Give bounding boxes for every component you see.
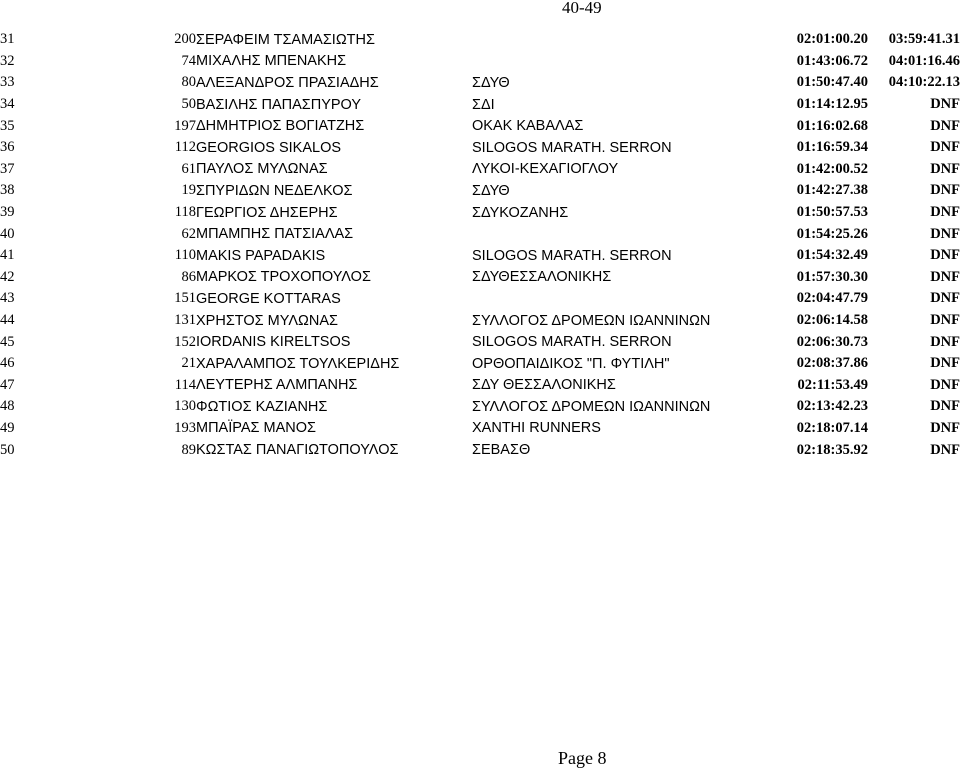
table-row <box>0 29 960 51</box>
category-heading: 40-49 <box>562 0 602 17</box>
table-row <box>0 418 960 440</box>
club-cell: ΛΥΚΟΙ-ΚΕΧΑΓΙΟΓΛΟΥ <box>472 161 619 178</box>
final-time-cell: DNF <box>930 268 960 285</box>
athlete-name-cell: ΒΑΣΙΛΗΣ ΠΑΠΑΣΠΥΡΟΥ <box>196 96 362 113</box>
club-cell: ΣΔΥΚΟΖΑΝΗΣ <box>472 204 569 221</box>
club-cell: ΣΔΙ <box>472 96 495 113</box>
rank-cell: 33 <box>0 74 15 91</box>
athlete-name-cell: ΦΩΤΙΟΣ ΚΑΖΙΑΝΗΣ <box>196 398 328 415</box>
bib-cell: 112 <box>174 139 196 156</box>
bib-cell: 110 <box>174 247 196 264</box>
rank-cell: 44 <box>0 312 15 329</box>
split-time-cell: 02:13:42.23 <box>796 398 868 415</box>
rank-cell: 38 <box>0 182 15 199</box>
rank-cell: 49 <box>0 419 15 436</box>
athlete-name-cell: GEORGE KOTTARAS <box>196 290 341 307</box>
final-time-cell: DNF <box>930 160 960 177</box>
split-time-cell: 02:11:53.49 <box>797 376 868 393</box>
athlete-name-cell: ΠΑΥΛΟΣ ΜΥΛΩΝΑΣ <box>196 161 328 178</box>
final-time-cell: DNF <box>930 376 960 393</box>
club-cell: ΟΡΘΟΠΑΙΔΙΚΟΣ "Π. ΦΥΤΙΛΗ" <box>472 355 670 372</box>
club-cell: SILOGOS MARATH. SERRON <box>472 247 672 264</box>
table-row <box>0 115 960 137</box>
bib-cell: 62 <box>181 225 196 242</box>
club-cell <box>472 29 768 51</box>
rank-cell: 37 <box>0 160 15 177</box>
split-time-cell: 01:14:12.95 <box>796 96 868 113</box>
athlete-name-cell: MAKIS PAPADAKIS <box>196 247 326 264</box>
club-cell: ΣΔΥΘΕΣΣΑΛΟΝΙΚΗΣ <box>472 269 612 286</box>
split-time-cell: 01:50:47.40 <box>796 74 868 91</box>
athlete-name-cell: ΔΗΜΗΤΡΙΟΣ ΒΟΓΙΑΤΖΗΣ <box>196 118 365 135</box>
split-time-cell: 01:54:32.49 <box>796 247 868 264</box>
club-cell: ΣΥΛΛΟΓΟΣ ΔΡΟΜΕΩΝ ΙΩΑΝΝΙΝΩΝ <box>472 398 711 415</box>
club-cell: XANTHI RUNNERS <box>472 420 601 437</box>
table-row <box>0 353 960 375</box>
final-time-cell: DNF <box>930 247 960 264</box>
athlete-name-cell: ΧΑΡΑΛΑΜΠΟΣ ΤΟΥΛΚΕΡΙΔΗΣ <box>196 355 400 372</box>
split-time-cell: 02:06:14.58 <box>796 312 868 329</box>
club-cell: ΣΕΒΑΣΘ <box>472 442 531 459</box>
club-cell: ΟΚΑΚ ΚΑΒΑΛΑΣ <box>472 118 584 135</box>
rank-cell: 34 <box>0 96 15 113</box>
table-row <box>0 439 960 461</box>
bib-cell: 152 <box>174 333 196 350</box>
final-time-cell: DNF <box>930 333 960 350</box>
rank-cell: 48 <box>0 398 15 415</box>
rank-cell: 35 <box>0 117 15 134</box>
split-time-cell: 01:16:59.34 <box>796 139 868 156</box>
page-number: Page 8 <box>558 748 607 768</box>
split-time-cell: 02:06:30.73 <box>796 333 868 350</box>
final-time-cell: 03:59:41.31 <box>888 31 960 48</box>
split-time-cell: 01:43:06.72 <box>796 52 868 69</box>
athlete-name-cell: ΣΕΡΑΦΕΙΜ ΤΣΑΜΑΣΙΩΤΗΣ <box>196 31 375 48</box>
final-time-cell: DNF <box>930 182 960 199</box>
athlete-name-cell: ΓΕΩΡΓΙΟΣ ΔΗΣΕΡΗΣ <box>196 204 338 221</box>
athlete-name-cell: ΑΛΕΞΑΝΔΡΟΣ ΠΡΑΣΙΑΔΗΣ <box>196 74 379 91</box>
rank-cell: 31 <box>0 31 15 48</box>
bib-cell: 114 <box>174 376 196 393</box>
results-table-body <box>0 29 960 461</box>
split-time-cell: 01:42:27.38 <box>796 182 868 199</box>
final-time-cell: DNF <box>930 441 960 458</box>
athlete-name-cell: ΜΑΡΚΟΣ ΤΡΟΧΟΠΟΥΛΟΣ <box>196 269 371 286</box>
table-row <box>0 72 960 94</box>
bib-cell: 74 <box>181 52 196 69</box>
bib-cell: 151 <box>174 290 196 307</box>
final-time-cell: DNF <box>930 355 960 372</box>
split-time-cell: 01:57:30.30 <box>796 268 868 285</box>
athlete-name-cell: ΛΕΥΤΕΡΗΣ ΑΛΜΠΑΝΗΣ <box>196 377 358 394</box>
rank-cell: 50 <box>0 441 15 458</box>
split-time-cell: 01:50:57.53 <box>796 204 868 221</box>
final-time-cell: DNF <box>930 204 960 221</box>
bib-cell: 118 <box>174 204 196 221</box>
split-time-cell: 02:18:35.92 <box>796 441 868 458</box>
table-row <box>0 288 960 310</box>
final-time-cell: DNF <box>930 117 960 134</box>
rank-cell: 36 <box>0 139 15 156</box>
table-row <box>0 310 960 332</box>
bib-cell: 89 <box>181 441 196 458</box>
final-time-cell: DNF <box>930 139 960 156</box>
table-row <box>0 331 960 353</box>
bib-cell: 200 <box>174 31 196 48</box>
club-cell: ΣΔΥ ΘΕΣΣΑΛΟΝΙΚΗΣ <box>472 377 616 394</box>
rank-cell: 41 <box>0 247 15 264</box>
final-time-cell: DNF <box>930 96 960 113</box>
table-row <box>0 51 960 73</box>
bib-cell: 61 <box>181 160 196 177</box>
final-time-cell: DNF <box>930 225 960 242</box>
final-time-cell: 04:01:16.46 <box>888 52 960 69</box>
bib-cell: 19 <box>181 182 196 199</box>
bib-cell: 131 <box>174 312 196 329</box>
bib-cell: 86 <box>181 268 196 285</box>
split-time-cell: 02:08:37.86 <box>796 355 868 372</box>
split-time-cell: 01:16:02.68 <box>796 117 868 134</box>
table-row <box>0 159 960 181</box>
bib-cell: 193 <box>174 419 196 436</box>
table-row <box>0 267 960 289</box>
rank-cell: 40 <box>0 225 15 242</box>
final-time-cell: DNF <box>930 419 960 436</box>
club-cell: SILOGOS MARATH. SERRON <box>472 139 672 156</box>
club-cell: ΣΥΛΛΟΓΟΣ ΔΡΟΜΕΩΝ ΙΩΑΝΝΙΝΩΝ <box>472 312 711 329</box>
athlete-name-cell: GEORGIOS SIKALOS <box>196 139 342 156</box>
rank-cell: 47 <box>0 376 15 393</box>
club-cell: ΣΔΥΘ <box>472 74 510 91</box>
table-row <box>0 375 960 397</box>
athlete-name-cell: ΚΩΣΤΑΣ ΠΑΝΑΓΙΩΤΟΠΟΥΛΟΣ <box>196 442 399 459</box>
athlete-name-cell: ΧΡΗΣΤΟΣ ΜΥΛΩΝΑΣ <box>196 312 338 329</box>
rank-cell: 39 <box>0 204 15 221</box>
table-row <box>0 137 960 159</box>
athlete-name-cell: ΜΙΧΑΛΗΣ ΜΠΕΝΑΚΗΣ <box>196 53 347 70</box>
final-time-cell: DNF <box>930 290 960 307</box>
club-cell <box>472 51 768 73</box>
club-cell: ΣΔΥΘ <box>472 182 510 199</box>
split-time-cell: 01:42:00.52 <box>796 160 868 177</box>
bib-cell: 197 <box>174 117 196 134</box>
rank-cell: 45 <box>0 333 15 350</box>
athlete-name-cell: IORDANIS KIRELTSOS <box>196 334 351 351</box>
table-row <box>0 223 960 245</box>
rank-cell: 42 <box>0 268 15 285</box>
rank-cell: 32 <box>0 52 15 69</box>
athlete-name-cell: ΣΠΥΡΙΔΩΝ ΝΕΔΕΛΚΟΣ <box>196 182 353 199</box>
final-time-cell: DNF <box>930 398 960 415</box>
table-row <box>0 94 960 116</box>
athlete-name-cell: ΜΠΑΜΠΗΣ ΠΑΤΣΙΑΛΑΣ <box>196 226 354 243</box>
table-row <box>0 202 960 224</box>
split-time-cell: 01:54:25.26 <box>796 225 868 242</box>
final-time-cell: 04:10:22.13 <box>888 74 960 91</box>
bib-cell: 50 <box>181 96 196 113</box>
bib-cell: 21 <box>181 355 196 372</box>
rank-cell: 43 <box>0 290 15 307</box>
final-time-cell: DNF <box>930 312 960 329</box>
bib-cell: 130 <box>174 398 196 415</box>
results-table <box>0 29 960 461</box>
table-row <box>0 396 960 418</box>
club-cell: SILOGOS MARATH. SERRON <box>472 334 672 351</box>
club-cell <box>472 288 768 310</box>
split-time-cell: 02:01:00.20 <box>796 31 868 48</box>
table-row <box>0 245 960 267</box>
split-time-cell: 02:18:07.14 <box>796 419 868 436</box>
table-row <box>0 180 960 202</box>
rank-cell: 46 <box>0 355 15 372</box>
bib-cell: 80 <box>181 74 196 91</box>
split-time-cell: 02:04:47.79 <box>796 290 868 307</box>
athlete-name-cell: ΜΠΑΪΡΑΣ ΜΑΝΟΣ <box>196 420 316 437</box>
club-cell <box>472 223 768 245</box>
